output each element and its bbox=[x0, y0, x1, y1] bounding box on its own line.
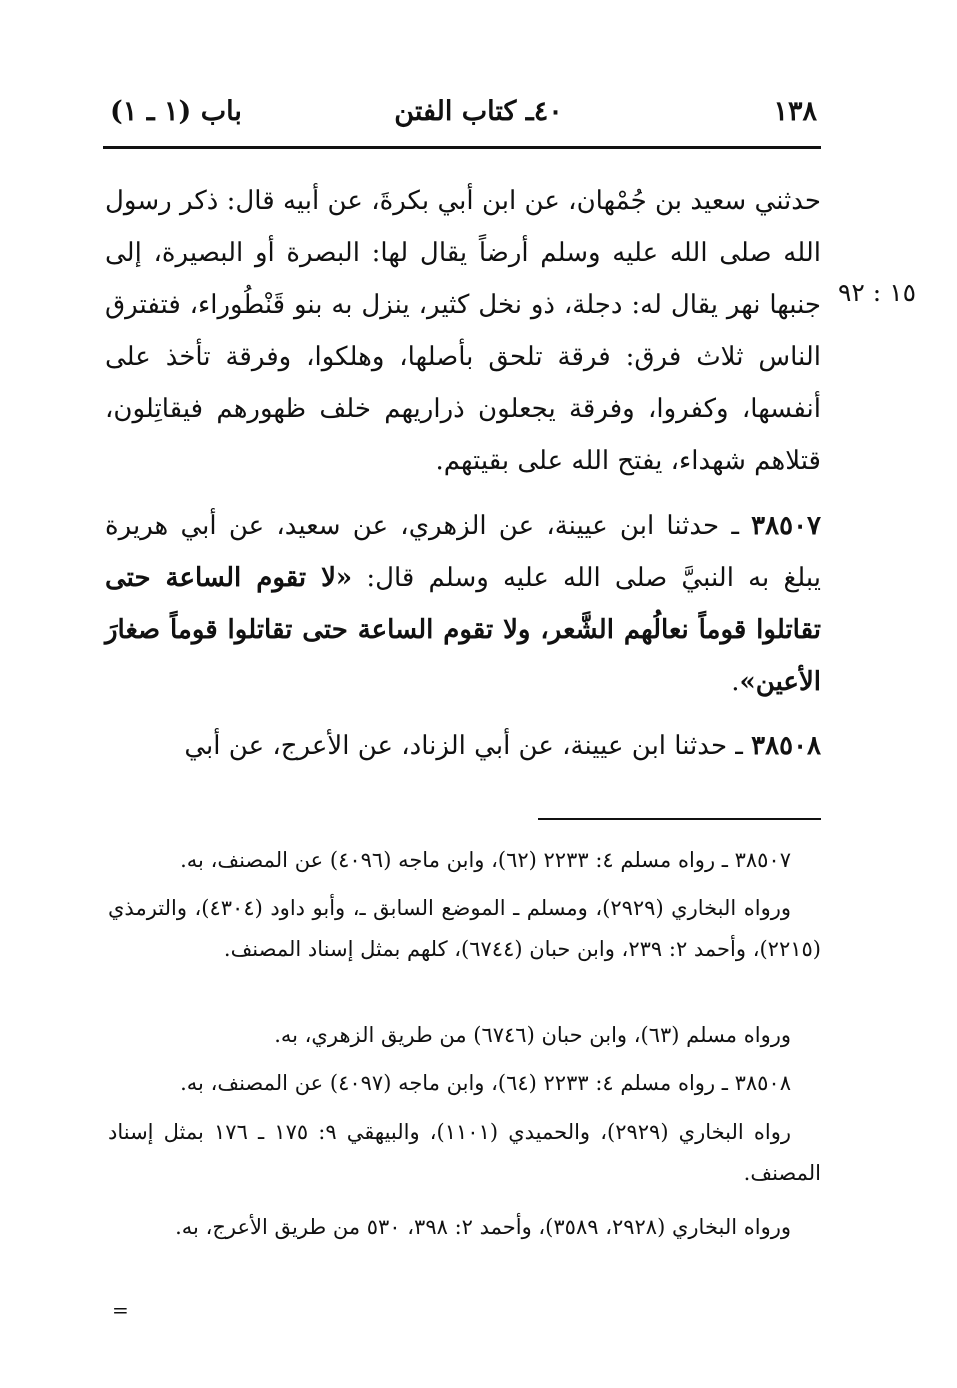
hadith-38508 bbox=[105, 720, 821, 772]
book-title: ٤٠ـ كتاب الفتن bbox=[394, 96, 563, 127]
chapter-label: باب (١ ـ ١) bbox=[110, 96, 242, 127]
page-number: ١٣٨ bbox=[773, 96, 817, 127]
footnote-rule bbox=[538, 818, 821, 820]
footnote: ورواه البخاري (٢٩٢٩)، ومسلم ـ الموضع السابق ـ، وأبو داود (٤٣٠٤)، والترمذي (٢٢١٥)، وأحمد ٢: ٢٣٩، وابن حبان (٦٧٤٤)، كلهم بمثل إسناد المصنف. bbox=[108, 896, 821, 961]
hadith-end: . bbox=[731, 667, 740, 697]
hadith-number: ٣٨٥٠٧ bbox=[751, 511, 821, 541]
hadith-number: ٣٨٥٠٨ bbox=[751, 731, 821, 761]
hadith-paragraph-continued: حدثني سعيد بن جُمْهان، عن ابن أبي بكرةَ، عن أبيه قال: ذكر رسول الله صلى الله عليه وسلم أرضاً يقال لها: البصرة أو البصيرة، إلى جنبها نهر يقال له: دجلة، ذو نخل كثير، ينزل به بنو قَنْطُوراء، فتفترق الناس ثلاث فرق: فرقة تلحق بأصلها، وهلكوا، وفرقة تأخذ على أنفسها، وكفروا، وفرقة يجعلون ذراريهم خلف ظهورهم فيقاتِلون، قتلاهم شهداء، يفتح الله على بقيتهم. bbox=[105, 186, 821, 476]
footnote: ٣٨٥٠٧ ـ رواه مسلم ٤: ٢٢٣٣ (٦٢)، وابن ماجه (٤٠٩٦) عن المصنف، به. bbox=[180, 848, 791, 872]
continuation-mark: = bbox=[112, 1298, 129, 1322]
hadith-isnad: ـ حدثنا ابن عيينة، عن الزهري، عن سعيد، عن أبي هريرة يبلغ به النبيَّ صلى الله عليه وسلم قال: bbox=[105, 511, 821, 593]
hadith-matn: «لا تقوم الساعة حتى تقاتلوا قوماً نعالُهم الشَّعر، ولا تقوم الساعة حتى تقاتلوا قوماً صغارَ الأعين» bbox=[105, 563, 821, 697]
hadith-isnad: ـ حدثنا ابن عيينة، عن أبي الزناد، عن الأعرج، عن أبي bbox=[184, 731, 752, 761]
footnote: ورواه مسلم (٦٣)، وابن حبان (٦٧٤٦) من طريق الزهري، به. bbox=[274, 1023, 791, 1047]
footnote: رواه البخاري (٢٩٢٩)، والحميدي (١١٠١)، والبيهقي ٩: ١٧٥ ـ ١٧٦ بمثل إسناد المصنف. bbox=[108, 1120, 821, 1185]
hadith-38507 bbox=[105, 500, 821, 708]
margin-reference: ١٥ : ٩٢ bbox=[838, 278, 917, 307]
footnote: ٣٨٥٠٨ ـ رواه مسلم ٤: ٢٢٣٣ (٦٤)، وابن ماجه (٤٠٩٧) عن المصنف، به. bbox=[180, 1071, 791, 1095]
header-rule bbox=[103, 146, 821, 149]
footnote: ورواه البخاري (٢٩٢٨، ٣٥٨٩)، وأحمد ٢: ٣٩٨، ٥٣٠ من طريق الأعرج، به. bbox=[175, 1215, 791, 1239]
